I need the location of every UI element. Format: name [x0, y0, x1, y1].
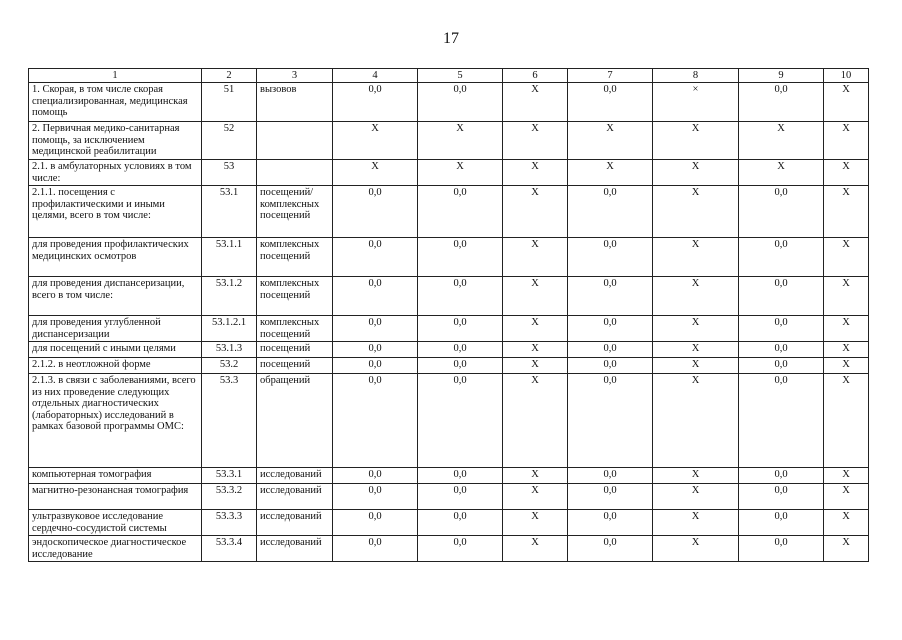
row-unit-cell: обращений: [257, 374, 333, 468]
table-row: [29, 536, 869, 562]
report-table: [28, 68, 869, 562]
row-code-cell: 53.3: [202, 374, 257, 468]
value-cell: 0,0: [418, 277, 503, 316]
value-cell: 0,0: [418, 316, 503, 342]
value-cell: X: [503, 484, 568, 510]
value-cell: X: [503, 316, 568, 342]
value-cell: 0,0: [333, 342, 418, 358]
row-code-cell: 53.1: [202, 186, 257, 238]
row-unit-cell: [257, 122, 333, 160]
value-cell: 0,0: [568, 358, 653, 374]
value-cell: 0,0: [333, 277, 418, 316]
table-row: [29, 186, 869, 238]
row-unit-cell: комплексных посещений: [257, 316, 333, 342]
value-cell: X: [824, 160, 869, 186]
row-code-cell: 53: [202, 160, 257, 186]
value-cell: 0,0: [418, 468, 503, 484]
value-cell: 0,0: [568, 536, 653, 562]
value-cell: 0,0: [739, 484, 824, 510]
table-row: [29, 374, 869, 468]
value-cell: X: [824, 122, 869, 160]
table-body: [29, 83, 869, 562]
value-cell: X: [503, 160, 568, 186]
value-cell: X: [503, 186, 568, 238]
row-code-cell: 53.2: [202, 358, 257, 374]
table-row: [29, 316, 869, 342]
row-code-cell: 51: [202, 83, 257, 122]
table-row: [29, 468, 869, 484]
column-header: 4: [333, 69, 418, 83]
row-unit-cell: комплексных посещений: [257, 277, 333, 316]
column-header: 8: [653, 69, 739, 83]
value-cell: X: [739, 160, 824, 186]
value-cell: X: [739, 122, 824, 160]
row-unit-cell: исследований: [257, 484, 333, 510]
value-cell: 0,0: [418, 510, 503, 536]
value-cell: 0,0: [568, 374, 653, 468]
row-unit-cell: посещений: [257, 342, 333, 358]
table-row: [29, 83, 869, 122]
row-unit-cell: [257, 160, 333, 186]
value-cell: X: [653, 484, 739, 510]
row-code-cell: 53.3.2: [202, 484, 257, 510]
value-cell: 0,0: [739, 536, 824, 562]
value-cell: X: [653, 536, 739, 562]
value-cell: X: [653, 358, 739, 374]
value-cell: 0,0: [568, 186, 653, 238]
value-cell: X: [653, 238, 739, 277]
value-cell: 0,0: [739, 342, 824, 358]
value-cell: 0,0: [568, 316, 653, 342]
value-cell: ×: [653, 83, 739, 122]
table-row: [29, 510, 869, 536]
value-cell: 0,0: [739, 468, 824, 484]
value-cell: 0,0: [739, 277, 824, 316]
value-cell: 0,0: [568, 510, 653, 536]
value-cell: X: [503, 342, 568, 358]
value-cell: X: [503, 122, 568, 160]
value-cell: 0,0: [333, 374, 418, 468]
value-cell: 0,0: [333, 83, 418, 122]
value-cell: X: [333, 160, 418, 186]
value-cell: X: [824, 468, 869, 484]
value-cell: 0,0: [333, 316, 418, 342]
column-header: 5: [418, 69, 503, 83]
row-unit-cell: исследований: [257, 536, 333, 562]
row-name-cell: 2. Первичная медико-санитарная помощь, за исключением медицинской реабилитации: [29, 122, 202, 160]
table-row: [29, 238, 869, 277]
value-cell: X: [824, 510, 869, 536]
value-cell: X: [824, 83, 869, 122]
value-cell: 0,0: [568, 468, 653, 484]
row-name-cell: магнитно-резонансная томография: [29, 484, 202, 510]
column-header: 7: [568, 69, 653, 83]
value-cell: 0,0: [333, 186, 418, 238]
value-cell: X: [503, 83, 568, 122]
value-cell: X: [503, 468, 568, 484]
column-header: 1: [29, 69, 202, 83]
value-cell: 0,0: [418, 238, 503, 277]
row-unit-cell: посещений/ комплексных посещений: [257, 186, 333, 238]
value-cell: X: [503, 536, 568, 562]
row-code-cell: 53.1.1: [202, 238, 257, 277]
value-cell: 0,0: [568, 83, 653, 122]
row-code-cell: 53.1.2.1: [202, 316, 257, 342]
value-cell: X: [824, 238, 869, 277]
value-cell: 0,0: [418, 83, 503, 122]
value-cell: 0,0: [739, 83, 824, 122]
value-cell: X: [824, 536, 869, 562]
value-cell: X: [568, 160, 653, 186]
value-cell: X: [653, 510, 739, 536]
row-name-cell: 2.1.3. в связи с заболеваниями, всего из них проведение следующих отдельных диагностических (лабораторных) исследований в рамках базовой программы ОМС:: [29, 374, 202, 468]
value-cell: 0,0: [418, 374, 503, 468]
value-cell: 0,0: [333, 358, 418, 374]
value-cell: 0,0: [568, 484, 653, 510]
value-cell: X: [824, 316, 869, 342]
row-name-cell: для проведения углубленной диспансеризации: [29, 316, 202, 342]
row-name-cell: эндоскопическое диагностическое исследование: [29, 536, 202, 562]
row-code-cell: 52: [202, 122, 257, 160]
page-number: 17: [443, 30, 459, 47]
value-cell: X: [824, 342, 869, 358]
row-code-cell: 53.1.2: [202, 277, 257, 316]
value-cell: X: [333, 122, 418, 160]
value-cell: 0,0: [739, 316, 824, 342]
value-cell: X: [653, 468, 739, 484]
value-cell: 0,0: [568, 277, 653, 316]
value-cell: X: [418, 160, 503, 186]
value-cell: X: [418, 122, 503, 160]
row-code-cell: 53.3.1: [202, 468, 257, 484]
column-header: 9: [739, 69, 824, 83]
table-row: [29, 484, 869, 510]
value-cell: X: [824, 358, 869, 374]
value-cell: X: [503, 374, 568, 468]
column-header: 6: [503, 69, 568, 83]
row-code-cell: 53.1.3: [202, 342, 257, 358]
value-cell: 0,0: [418, 536, 503, 562]
value-cell: 0,0: [739, 186, 824, 238]
value-cell: X: [653, 122, 739, 160]
row-name-cell: для проведения диспансеризации, всего в том числе:: [29, 277, 202, 316]
row-unit-cell: исследований: [257, 510, 333, 536]
value-cell: 0,0: [418, 484, 503, 510]
value-cell: X: [653, 277, 739, 316]
row-name-cell: 2.1.2. в неотложной форме: [29, 358, 202, 374]
value-cell: X: [824, 186, 869, 238]
table-row: [29, 160, 869, 186]
value-cell: X: [824, 484, 869, 510]
value-cell: 0,0: [333, 484, 418, 510]
column-header: 10: [824, 69, 869, 83]
row-code-cell: 53.3.3: [202, 510, 257, 536]
row-code-cell: 53.3.4: [202, 536, 257, 562]
value-cell: X: [503, 277, 568, 316]
column-header: 3: [257, 69, 333, 83]
row-name-cell: компьютерная томография: [29, 468, 202, 484]
table-row: [29, 342, 869, 358]
value-cell: X: [503, 510, 568, 536]
value-cell: X: [653, 316, 739, 342]
value-cell: 0,0: [418, 186, 503, 238]
value-cell: 0,0: [739, 238, 824, 277]
value-cell: 0,0: [333, 468, 418, 484]
row-name-cell: 2.1. в амбулаторных условиях в том числе:: [29, 160, 202, 186]
row-name-cell: для проведения профилактических медицинских осмотров: [29, 238, 202, 277]
row-name-cell: 1. Скорая, в том числе скорая специализированная, медицинская помощь: [29, 83, 202, 122]
row-unit-cell: вызовов: [257, 83, 333, 122]
value-cell: 0,0: [333, 536, 418, 562]
row-name-cell: для посещений с иными целями: [29, 342, 202, 358]
value-cell: X: [503, 358, 568, 374]
row-unit-cell: комплексных посещений: [257, 238, 333, 277]
value-cell: 0,0: [333, 510, 418, 536]
value-cell: 0,0: [739, 374, 824, 468]
value-cell: 0,0: [739, 358, 824, 374]
table-row: [29, 358, 869, 374]
row-unit-cell: посещений: [257, 358, 333, 374]
table-row: [29, 122, 869, 160]
value-cell: X: [568, 122, 653, 160]
value-cell: 0,0: [333, 238, 418, 277]
row-name-cell: 2.1.1. посещения с профилактическими и иными целями, всего в том числе:: [29, 186, 202, 238]
value-cell: X: [653, 186, 739, 238]
row-name-cell: ультразвуковое исследование сердечно-сосудистой системы: [29, 510, 202, 536]
value-cell: 0,0: [568, 342, 653, 358]
value-cell: 0,0: [418, 342, 503, 358]
value-cell: X: [653, 342, 739, 358]
value-cell: X: [653, 160, 739, 186]
value-cell: 0,0: [568, 238, 653, 277]
header-row: [29, 69, 869, 83]
row-unit-cell: исследований: [257, 468, 333, 484]
value-cell: X: [824, 374, 869, 468]
value-cell: X: [824, 277, 869, 316]
value-cell: 0,0: [418, 358, 503, 374]
column-header: 2: [202, 69, 257, 83]
table-row: [29, 277, 869, 316]
value-cell: 0,0: [739, 510, 824, 536]
value-cell: X: [653, 374, 739, 468]
value-cell: X: [503, 238, 568, 277]
